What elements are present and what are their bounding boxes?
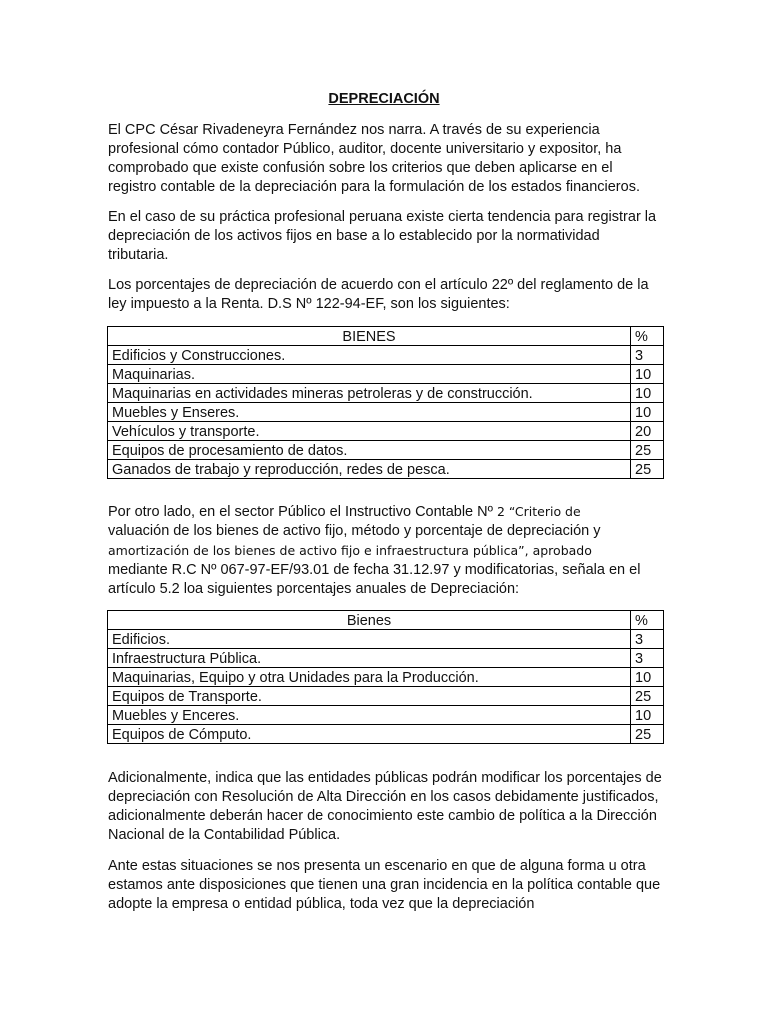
paragraph-public-sector-line3: amortización de los bienes de activo fijo e infraestructura pública”, aprobado [108,543,592,558]
rate-cell: 10 [631,384,664,403]
table-row [108,649,664,668]
rate-cell: 3 [631,346,664,365]
rate-cell: 25 [631,687,664,706]
table-row [108,422,664,441]
column-header-percent: % [631,611,664,630]
document-title: DEPRECIACIÓN [328,91,440,107]
rate-cell: 10 [631,668,664,687]
rate-cell: 10 [631,706,664,725]
column-header-percent: % [631,327,664,346]
asset-cell: Ganados de trabajo y reproducción, redes de pesca. [108,460,631,479]
table-row [108,403,664,422]
asset-cell: Equipos de procesamiento de datos. [108,441,631,460]
table-row [108,668,664,687]
paragraph-public-sector-line4: mediante R.C Nº 067-97-EF/93.01 de fecha 31.12.97 y modificatorias, señala en el artículo 5.2 loa siguientes porcentajes anuales de Depreciación: [108,562,641,597]
paragraph-additional: Adicionalmente, indica que las entidades públicas podrán modificar los porcentajes de depreciación con Resolución de Alta Dirección en los casos debidamente justificados, adicionalmente deberán hacer de conocimiento este cambio de política a la Dirección Nacional de la Contabilidad Pública. [108,770,662,843]
paragraph-intro: El CPC César Rivadeneyra Fernández nos narra. A través de su experiencia profesional cómo contador Público, auditor, docente universitario y expositor, ha comprobado que existe confusión sobre los criterios que deben aplicarse en el registro contable de la depreciación para la formulación de los estados financieros. [108,122,640,195]
asset-cell: Infraestructura Pública. [108,649,631,668]
table-row [108,384,664,403]
table-row [108,441,664,460]
table-row [108,630,664,649]
paragraph-public-sector [108,502,664,599]
table-row [108,365,664,384]
paragraph-practice: En el caso de su práctica profesional peruana existe cierta tendencia para registrar la depreciación de los activos fijos en base a lo establecido por la normatividad tributaria. [108,209,657,263]
rate-cell: 25 [631,441,664,460]
depreciation-table-tax [107,326,664,479]
table-header-row [108,327,664,346]
rate-cell: 25 [631,460,664,479]
asset-cell: Edificios y Construcciones. [108,346,631,365]
paragraph-public-sector-quote-start: 2 “Criterio de [496,504,581,519]
depreciation-table-public [107,610,664,744]
paragraph-scenario: Ante estas situaciones se nos presenta un escenario en que de alguna forma u otra estamos ante disposiciones que tienen una gran incidencia en la política contable que adopte la empresa o entidad pública, toda vez que la depreciación [108,858,661,912]
rate-cell: 3 [631,630,664,649]
rate-cell: 20 [631,422,664,441]
asset-cell: Muebles y Enseres. [108,403,631,422]
asset-cell: Edificios. [108,630,631,649]
asset-cell: Muebles y Enceres. [108,706,631,725]
paragraph-public-sector-line2: valuación de los bienes de activo fijo, método y porcentaje de depreciación y [108,523,601,539]
asset-cell: Equipos de Cómputo. [108,725,631,744]
asset-cell: Maquinarias en actividades mineras petroleras y de construcción. [108,384,631,403]
rate-cell: 3 [631,649,664,668]
column-header-bienes: Bienes [108,611,631,630]
table-row [108,346,664,365]
asset-cell: Maquinarias, Equipo y otra Unidades para la Producción. [108,668,631,687]
table-header-row [108,611,664,630]
column-header-bienes: BIENES [108,327,631,346]
table-row [108,706,664,725]
asset-cell: Vehículos y transporte. [108,422,631,441]
paragraph-percentages: Los porcentajes de depreciación de acuerdo con el artículo 22º del reglamento de la ley impuesto a la Renta. D.S Nº 122-94-EF, son los siguientes: [108,277,649,312]
table-row [108,460,664,479]
asset-cell: Equipos de Transporte. [108,687,631,706]
paragraph-public-sector-line1: Por otro lado, en el sector Público el Instructivo Contable Nº [108,504,497,520]
rate-cell: 10 [631,365,664,384]
asset-cell: Maquinarias. [108,365,631,384]
table-row [108,687,664,706]
table-row [108,725,664,744]
rate-cell: 10 [631,403,664,422]
rate-cell: 25 [631,725,664,744]
